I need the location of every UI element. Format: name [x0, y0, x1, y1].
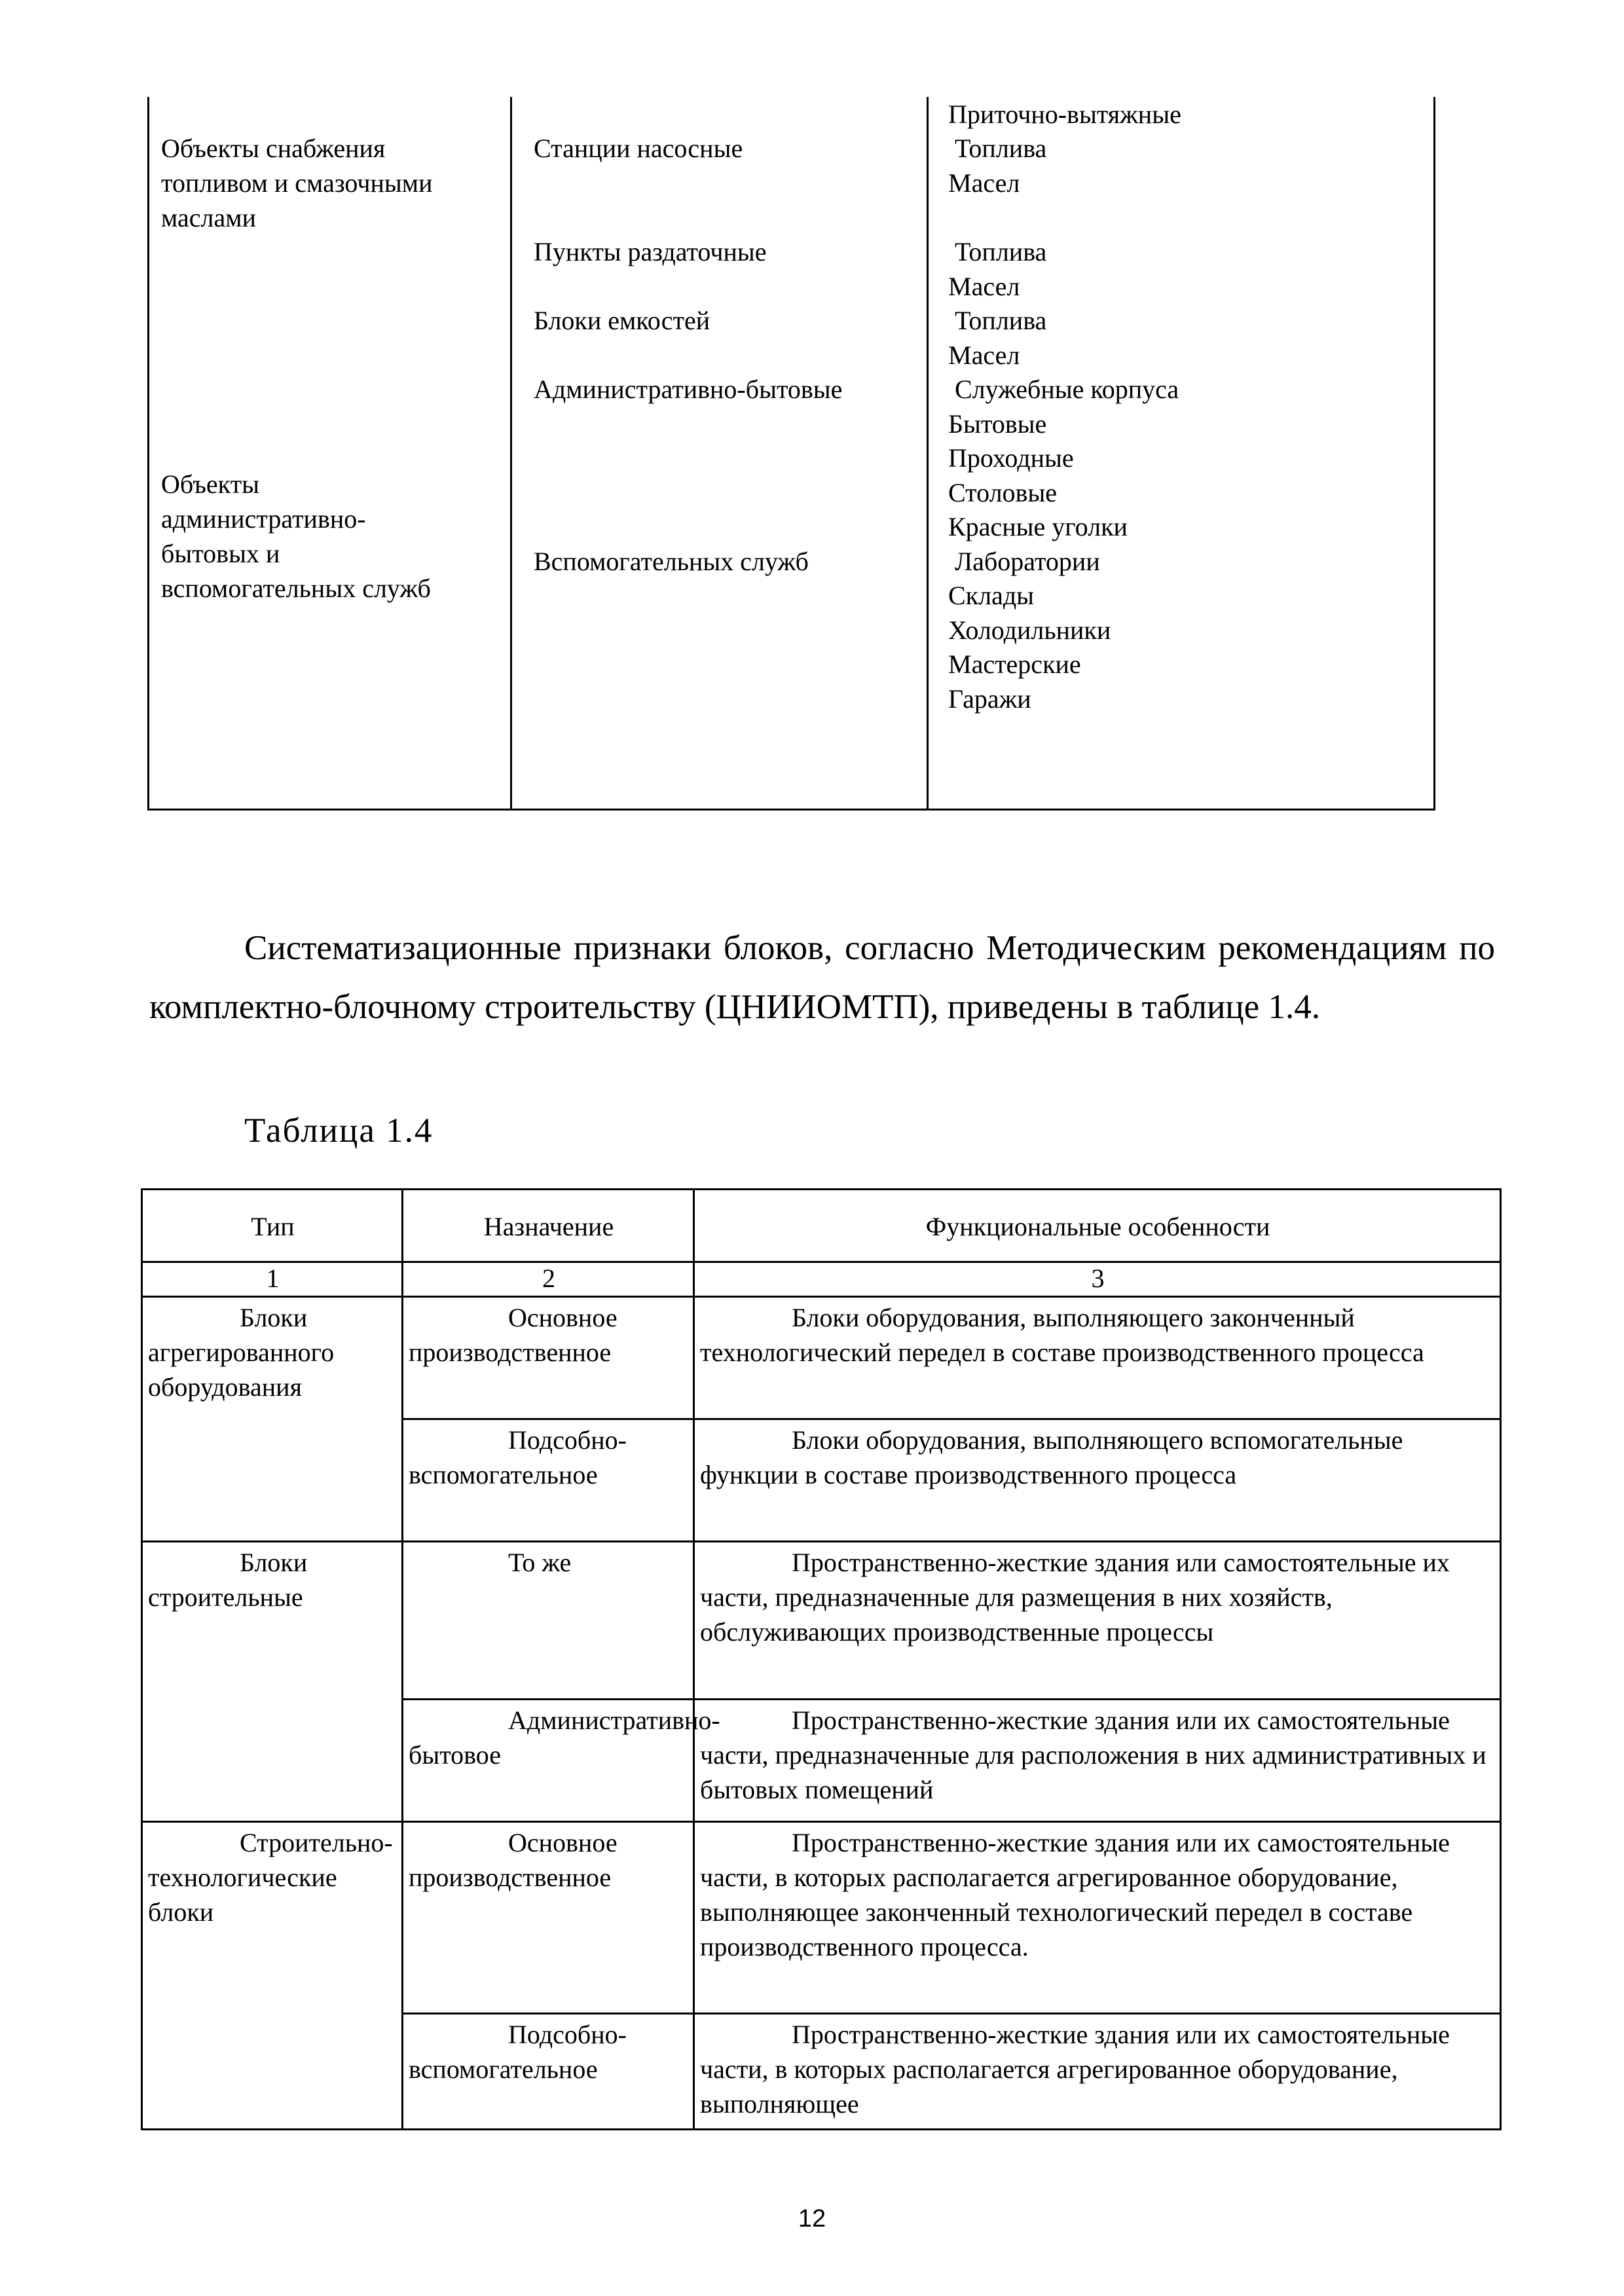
table-row — [142, 1822, 1501, 2014]
page-number: 12 — [798, 2205, 826, 2232]
table-cell: Проходные — [948, 443, 1074, 473]
table-cell: Станции насосные — [534, 134, 743, 163]
table-cell: Гаражи — [948, 684, 1031, 714]
column-number: 1 — [142, 1262, 403, 1297]
column-number: 2 — [403, 1262, 694, 1297]
table-cell: Служебные корпуса — [948, 374, 1179, 404]
features-cell: Пространственно-жесткие здания или их самостоятельные части, в которых располагается агрегированное оборудование, выполняющее законченный технологический передел в составе производственного процесса. — [694, 1822, 1501, 2014]
table-cell: Масел — [948, 168, 1020, 198]
purpose-cell: Основное производственное — [403, 1822, 694, 2014]
table-cell: Бытовые — [948, 409, 1047, 439]
table-cell: Холодильники — [948, 615, 1111, 645]
table-1-4 — [141, 1188, 1502, 2130]
features-cell: Пространственно-жесткие здания или их самостоятельные части, в которых располагается агрегированное оборудование, выполняющее — [694, 2014, 1501, 2130]
purpose-cell: Подсобно-вспомогательное — [403, 2014, 694, 2130]
table-cell: Пункты раздаточные — [534, 237, 767, 266]
type-cell: Строительно-технологические блоки — [142, 1822, 403, 2130]
column-divider — [927, 97, 929, 809]
features-cell: Блоки оборудования, выполняющего законченный технологический передел в составе производственного процесса — [694, 1297, 1501, 1419]
table-header-row — [142, 1190, 1501, 1262]
column-divider — [510, 97, 512, 809]
table-cell: Лаборатории — [948, 547, 1100, 576]
features-cell: Пространственно-жесткие здания или самостоятельные их части, предназначенные для размещения в них хозяйств, обслуживающих производственные процессы — [694, 1542, 1501, 1700]
header-cell: Функциональные особенности — [694, 1190, 1501, 1262]
features-cell: Блоки оборудования, выполняющего вспомогательные функции в составе производственного процесса — [694, 1419, 1501, 1542]
table-cell: Объекты снабжения топливом и смазочными маслами — [161, 134, 433, 232]
column-number: 3 — [694, 1262, 1501, 1297]
table-cell: Склады — [948, 581, 1035, 610]
table-cell: Топлива — [948, 134, 1047, 163]
body-paragraph: Систематизационные признаки блоков, согласно Методическим рекомендациям по комплектно-блочному строительству (ЦНИИОМТП), приведены в таблице 1.4. — [149, 929, 1495, 1026]
table-cell: Красные уголки — [948, 512, 1128, 541]
table-cell: Административно-бытовые — [534, 374, 843, 404]
header-cell: Назначение — [403, 1190, 694, 1262]
table-row — [142, 1542, 1501, 1700]
type-cell: Блоки строительные — [142, 1542, 403, 1822]
table-cell: Топлива — [948, 237, 1047, 266]
purpose-cell: То же — [403, 1542, 694, 1700]
header-cell: Тип — [142, 1190, 403, 1262]
column-number-row — [142, 1262, 1501, 1297]
type-cell: Блоки агрегированного оборудования — [142, 1297, 403, 1542]
table-row — [142, 1297, 1501, 1419]
table-cell: Мастерские — [948, 649, 1081, 679]
continued-table — [147, 97, 1435, 811]
table-cell: Приточно-вытяжные — [948, 100, 1181, 129]
table-cell: Топлива — [948, 306, 1047, 335]
purpose-cell: Подсобно-вспомогательное — [403, 1419, 694, 1542]
purpose-cell: Основное производственное — [403, 1297, 694, 1419]
table-cell: Блоки емкостей — [534, 306, 710, 335]
table-cell: Масел — [948, 340, 1020, 370]
table-cell: Вспомогательных служб — [534, 547, 809, 576]
table-cell: Масел — [948, 272, 1020, 301]
table-cell: Столовые — [948, 478, 1058, 507]
table-cell: Объекты административно- бытовых и вспомогательных служб — [161, 469, 431, 603]
table-caption: Таблица 1.4 — [244, 1112, 434, 1150]
features-cell: Пространственно-жесткие здания или их самостоятельные части, предназначенные для расположения в них административных и бытовых помещений — [694, 1700, 1501, 1822]
purpose-cell: Административно-бытовое — [403, 1700, 694, 1822]
